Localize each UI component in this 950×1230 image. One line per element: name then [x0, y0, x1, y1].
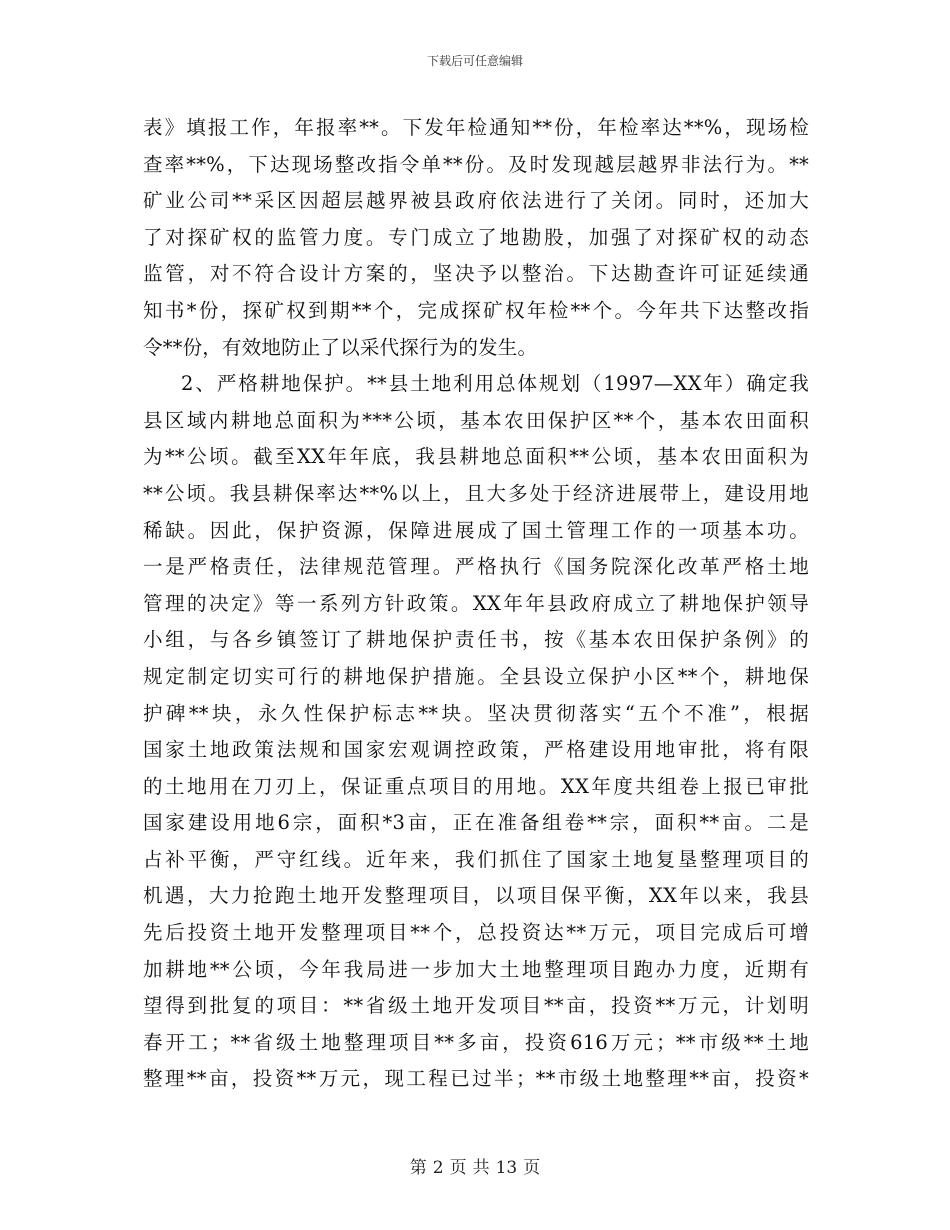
- text-line: 县区域内耕地总面积为***公顷，基本农田保护区**个，基本农田面积: [143, 408, 809, 432]
- text-line: 的土地用在刀刃上，保证重点项目的用地。XX年度共组卷上报已审批: [143, 774, 809, 798]
- text-line: 监管，对不符合设计方案的，坚决予以整治。下达勘查许可证延续通: [143, 262, 809, 286]
- text-line: 表》填报工作，年报率**。下发年检通知**份，年检率达**%，现场检: [143, 116, 809, 139]
- text-line: 机遇，大力抢跑土地开发整理项目，以项目保平衡，XX年以来，我县: [143, 884, 809, 908]
- text-line: 护碑**块，永久性保护标志**块。坚决贯彻落实“五个不准”，根据: [143, 701, 809, 725]
- text-line: 管理的决定》等一系列方针政策。XX年年县政府成立了耕地保护领导: [143, 591, 809, 615]
- text-line: 令**份，有效地防止了以采代探行为的发生。: [143, 335, 538, 359]
- text-line: 一是严格责任，法律规范管理。严格执行《国务院深化改革严格土地: [143, 555, 809, 579]
- text-line: 国家建设用地6宗，面积*3亩，正在准备组卷**宗，面积**亩。二是: [143, 811, 809, 835]
- text-line: 占补平衡，严守红线。近年来，我们抓住了国家土地复垦整理项目的: [143, 847, 809, 871]
- text-line: 查率**%，下达现场整改指令单**份。及时发现越层越界非法行为。**: [143, 152, 809, 176]
- text-line: 矿业公司**采区因超层越界被县政府依法进行了关闭。同时，还加大: [143, 189, 809, 213]
- text-line: 先后投资土地开发整理项目**个，总投资达**万元，项目完成后可增: [143, 921, 809, 945]
- paragraph-start-line: 2、严格耕地保护。**县土地利用总体规划（1997—XX年）确定我: [181, 372, 809, 396]
- text-line: 规定制定切实可行的耕地保护措施。全县设立保护小区**个，耕地保: [143, 664, 809, 688]
- text-line: 国家土地政策法规和国家宏观调控政策，严格建设用地审批，将有限: [143, 738, 809, 762]
- document-body: [143, 110, 809, 1098]
- text-line: 小组，与各乡镇签订了耕地保护责任书，按《基本农田保护条例》的: [143, 628, 809, 652]
- text-line: 知书*份，探矿权到期**个，完成探矿权年检**个。今年共下达整改指: [143, 298, 809, 322]
- text-line: 春开工；**省级土地整理项目**多亩，投资616万元；**市级**土地: [143, 1030, 809, 1054]
- text-line: 为**公顷。截至XX年年底，我县耕地总面积**公顷，基本农田面积为: [143, 445, 809, 469]
- page-footer: [0, 1153, 950, 1178]
- text-line: 望得到批复的项目：**省级土地开发项目**亩，投资**万元，计划明: [143, 994, 809, 1018]
- footer-total-label: 共: [472, 1158, 490, 1178]
- footer-total-unit: 页: [523, 1158, 541, 1178]
- text-line: 加耕地**公顷，今年我局进一步加大土地整理项目跑办力度，近期有: [143, 957, 809, 981]
- page-header: 下载后可任意编辑: [426, 54, 523, 68]
- text-line: 稀缺。因此，保护资源，保障进展成了国土管理工作的一项基本功。: [143, 518, 809, 542]
- footer-page-label: 第: [409, 1158, 427, 1178]
- footer-total-pages: 13: [495, 1158, 518, 1178]
- text-line: 了对探矿权的监管力度。专门成立了地勘股，加强了对探矿权的动态: [143, 225, 809, 249]
- footer-current-page: 2: [432, 1158, 444, 1178]
- text-line: 整理**亩，投资**万元，现工程已过半；**市级土地整理**亩，投资*: [143, 1067, 809, 1091]
- text-line: **公顷。我县耕保率达**%以上，且大多处于经济进展带上，建设用地: [143, 481, 809, 505]
- footer-page-unit: 页: [449, 1158, 467, 1178]
